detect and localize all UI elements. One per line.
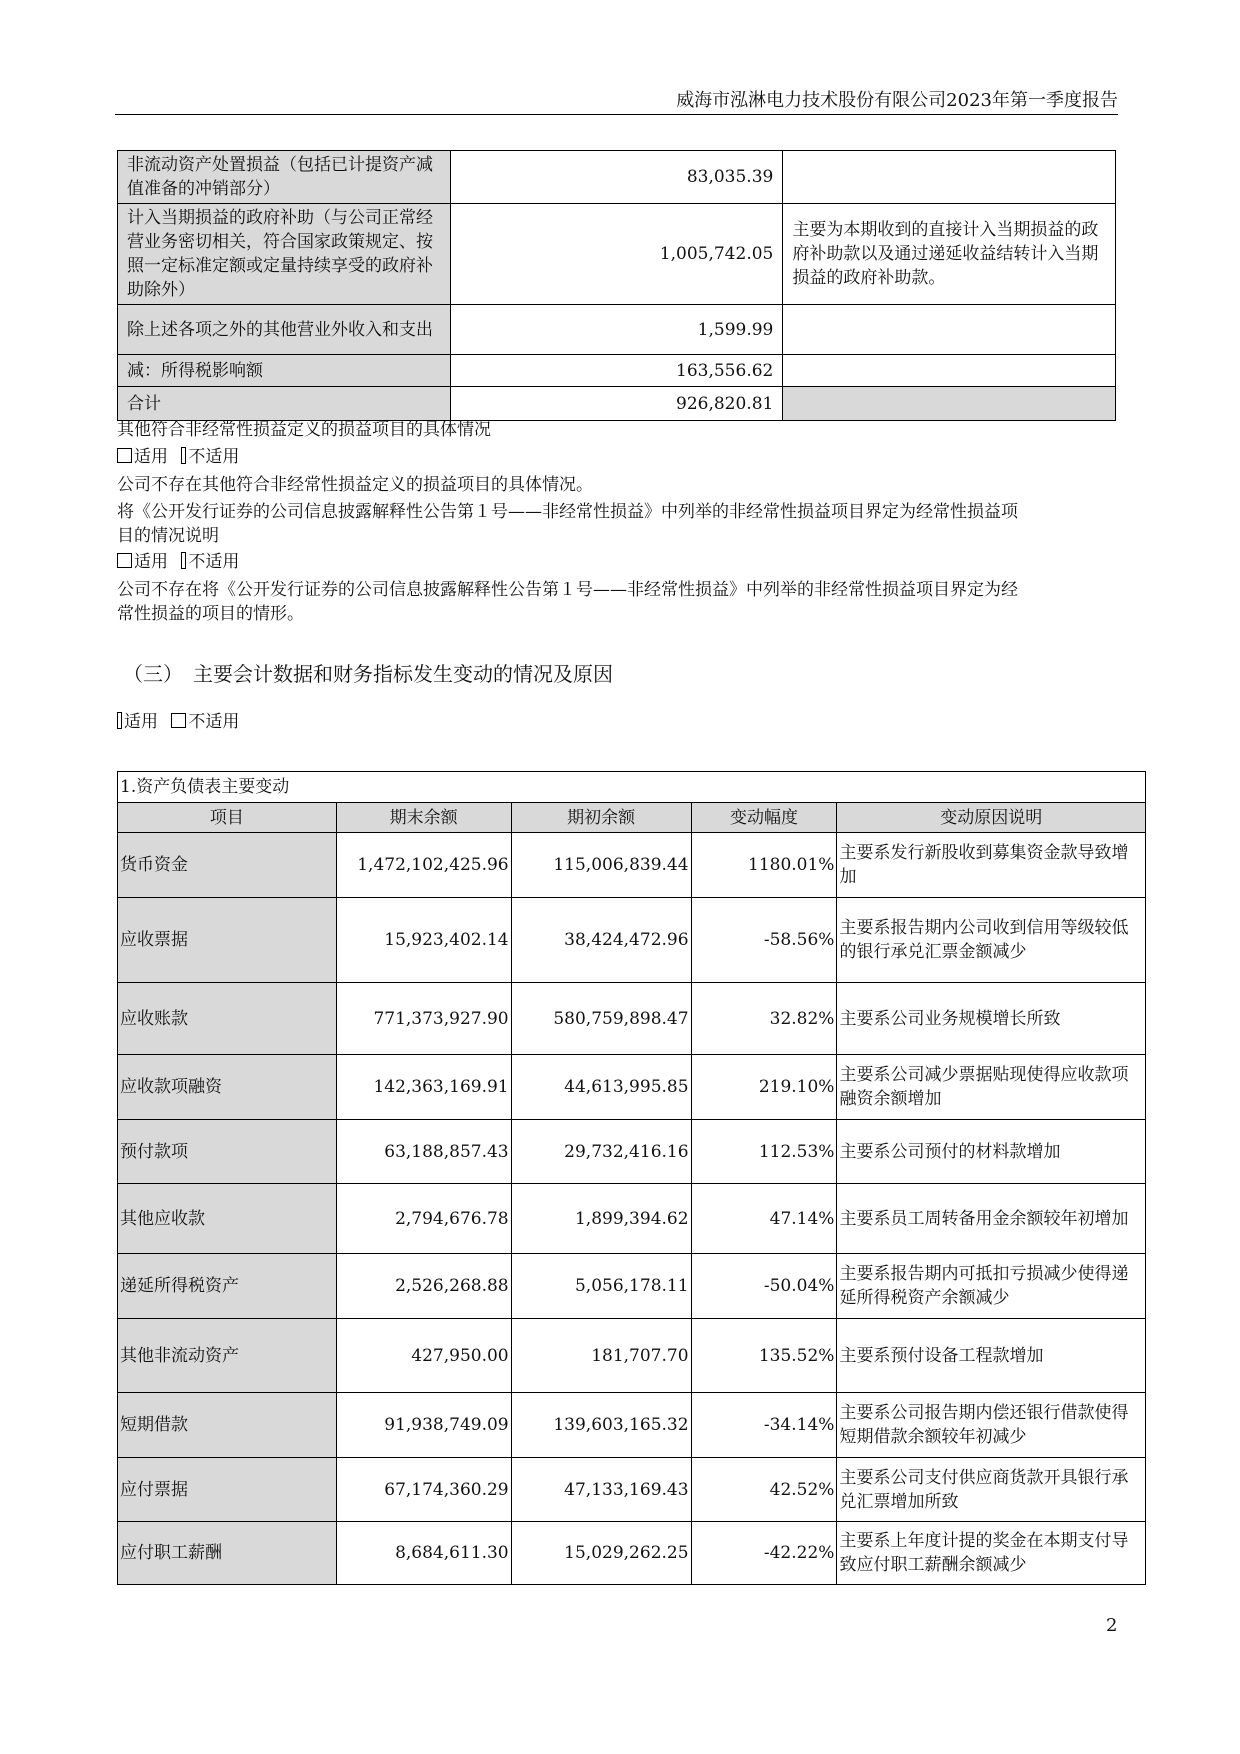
reason-cell: 主要系公司减少票据贴现使得应收款项融资余额增加 — [837, 1055, 1146, 1120]
column-header: 变动原因说明 — [837, 803, 1146, 833]
not-applicable-label: 不适用 — [188, 552, 240, 572]
end-balance-cell: 142,363,169.91 — [336, 1055, 511, 1120]
not-applicable-label: 不适用 — [188, 712, 240, 732]
table-row — [118, 898, 1146, 983]
table-row — [118, 833, 1146, 898]
table-row — [118, 1458, 1146, 1522]
item-cell: 其他应收款 — [118, 1184, 337, 1254]
change-cell: 112.53% — [691, 1120, 837, 1184]
change-cell: 219.10% — [691, 1055, 837, 1120]
change-cell: -50.04% — [691, 1254, 837, 1319]
begin-balance-cell: 181,707.70 — [511, 1319, 691, 1393]
item-cell: 递延所得税资产 — [118, 1254, 337, 1319]
begin-balance-cell: 139,603,165.32 — [511, 1393, 691, 1458]
column-header: 项目 — [118, 803, 337, 833]
end-balance-cell: 15,923,402.14 — [336, 898, 511, 983]
applicable-label: 适用 — [134, 552, 168, 572]
reason-cell: 主要系员工周转备用金余额较年初增加 — [837, 1184, 1146, 1254]
checkbox-checked-icon — [181, 552, 186, 569]
reason-cell: 主要系公司业务规模增长所致 — [837, 983, 1146, 1055]
begin-balance-cell: 115,006,839.44 — [511, 833, 691, 898]
amount-cell: 1,005,742.05 — [450, 204, 783, 305]
reason-cell: 主要系发行新股收到募集资金款导致增加 — [837, 833, 1146, 898]
end-balance-cell: 2,794,676.78 — [336, 1184, 511, 1254]
applicability-line — [117, 710, 239, 734]
item-cell: 短期借款 — [118, 1393, 337, 1458]
no-other-text: 公司不存在其他符合非经常性损益定义的损益项目的具体情况。 — [117, 475, 593, 495]
item-cell: 应收账款 — [118, 983, 337, 1055]
other-items-text: 其他符合非经常性损益定义的损益项目的具体情况 — [117, 420, 491, 440]
no-reclass-text-line1: 公司不存在将《公开发行证券的公司信息披露解释性公告第１号——非经常性损益》中列举的非经常性损益项目界定为经 — [117, 580, 1018, 600]
end-balance-cell: 91,938,749.09 — [336, 1393, 511, 1458]
table-title: 1.资产负债表主要变动 — [118, 772, 1146, 803]
reclass-text-line1: 将《公开发行证券的公司信息披露解释性公告第１号——非经常性损益》中列举的非经常性损益项目界定为经常性损益项 — [117, 502, 1018, 522]
balance-sheet-changes-table — [117, 771, 1146, 1585]
change-cell: 1180.01% — [691, 833, 837, 898]
change-cell: -34.14% — [691, 1393, 837, 1458]
note-cell — [783, 151, 1116, 204]
begin-balance-cell: 38,424,472.96 — [511, 898, 691, 983]
begin-balance-cell: 5,056,178.11 — [511, 1254, 691, 1319]
table-row — [118, 1319, 1146, 1393]
applicable-label: 适用 — [134, 447, 168, 467]
item-cell: 其他非流动资产 — [118, 1319, 337, 1393]
end-balance-cell: 8,684,611.30 — [336, 1522, 511, 1585]
begin-balance-cell: 15,029,262.25 — [511, 1522, 691, 1585]
checkbox-checked-icon — [117, 712, 122, 729]
amount-cell: 83,035.39 — [450, 151, 783, 204]
reason-cell: 主要系公司支付供应商货款开具银行承兑汇票增加所致 — [837, 1458, 1146, 1522]
note-cell — [783, 305, 1116, 355]
table-row — [118, 983, 1146, 1055]
applicability-line — [117, 445, 239, 469]
table-title-row — [118, 772, 1146, 803]
page-number: 2 — [1106, 1615, 1118, 1636]
end-balance-cell: 2,526,268.88 — [336, 1254, 511, 1319]
begin-balance-cell: 580,759,898.47 — [511, 983, 691, 1055]
checkbox-empty-icon — [117, 448, 132, 463]
amount-cell: 926,820.81 — [450, 387, 783, 421]
table-row — [118, 1184, 1146, 1254]
item-cell: 减：所得税影响额 — [118, 355, 451, 387]
applicability-line — [117, 550, 239, 574]
change-cell: -58.56% — [691, 898, 837, 983]
table-row — [118, 1120, 1146, 1184]
reason-cell: 主要系报告期内公司收到信用等级较低的银行承兑汇票金额减少 — [837, 898, 1146, 983]
page-header: 威海市泓淋电力技术股份有限公司2023年第一季度报告 — [115, 88, 1118, 115]
change-cell: 32.82% — [691, 983, 837, 1055]
table-row — [118, 1055, 1146, 1120]
checkbox-checked-icon — [181, 447, 186, 464]
change-cell: 42.52% — [691, 1458, 837, 1522]
change-cell: 47.14% — [691, 1184, 837, 1254]
item-cell: 应收票据 — [118, 898, 337, 983]
item-cell: 应付票据 — [118, 1458, 337, 1522]
table-row — [118, 204, 1116, 305]
end-balance-cell: 771,373,927.90 — [336, 983, 511, 1055]
reason-cell: 主要系报告期内可抵扣亏损减少使得递延所得税资产余额减少 — [837, 1254, 1146, 1319]
header-row — [118, 803, 1146, 833]
item-cell: 计入当期损益的政府补助（与公司正常经营业务密切相关，符合国家政策规定、按照一定标准定额或定量持续享受的政府补助除外） — [118, 204, 451, 305]
item-cell: 非流动资产处置损益（包括已计提资产减值准备的冲销部分） — [118, 151, 451, 204]
table-row — [118, 1522, 1146, 1585]
amount-cell: 163,556.62 — [450, 355, 783, 387]
change-cell: 135.52% — [691, 1319, 837, 1393]
begin-balance-cell: 44,613,995.85 — [511, 1055, 691, 1120]
table-row — [118, 387, 1116, 421]
column-header: 期末余额 — [336, 803, 511, 833]
begin-balance-cell: 1,899,394.62 — [511, 1184, 691, 1254]
checkbox-empty-icon — [117, 553, 132, 568]
column-header: 变动幅度 — [691, 803, 837, 833]
reason-cell: 主要系公司预付的材料款增加 — [837, 1120, 1146, 1184]
note-cell — [783, 387, 1116, 421]
reason-cell: 主要系预付设备工程款增加 — [837, 1319, 1146, 1393]
item-cell: 应付职工薪酬 — [118, 1522, 337, 1585]
column-header: 期初余额 — [511, 803, 691, 833]
table-row — [118, 1254, 1146, 1319]
table-row — [118, 151, 1116, 204]
item-cell: 应收款项融资 — [118, 1055, 337, 1120]
reclass-text-line2: 目的情况说明 — [117, 526, 219, 546]
section-title: （三） 主要会计数据和财务指标发生变动的情况及原因 — [123, 662, 613, 686]
begin-balance-cell: 47,133,169.43 — [511, 1458, 691, 1522]
amount-cell: 1,599.99 — [450, 305, 783, 355]
nonrecurring-gains-table — [117, 150, 1116, 421]
no-reclass-text-line2: 常性损益的项目的情形。 — [117, 604, 304, 624]
reason-cell: 主要系上年度计提的奖金在本期支付导致应付职工薪酬余额减少 — [837, 1522, 1146, 1585]
change-cell: -42.22% — [691, 1522, 837, 1585]
checkbox-empty-icon — [171, 713, 186, 728]
table-row — [118, 1393, 1146, 1458]
end-balance-cell: 1,472,102,425.96 — [336, 833, 511, 898]
begin-balance-cell: 29,732,416.16 — [511, 1120, 691, 1184]
item-cell: 货币资金 — [118, 833, 337, 898]
item-cell: 预付款项 — [118, 1120, 337, 1184]
applicable-label: 适用 — [124, 712, 158, 732]
end-balance-cell: 427,950.00 — [336, 1319, 511, 1393]
item-cell: 除上述各项之外的其他营业外收入和支出 — [118, 305, 451, 355]
end-balance-cell: 63,188,857.43 — [336, 1120, 511, 1184]
table-row — [118, 355, 1116, 387]
not-applicable-label: 不适用 — [188, 447, 240, 467]
end-balance-cell: 67,174,360.29 — [336, 1458, 511, 1522]
reason-cell: 主要系公司报告期内偿还银行借款使得短期借款余额较年初减少 — [837, 1393, 1146, 1458]
note-cell — [783, 355, 1116, 387]
note-cell: 主要为本期收到的直接计入当期损益的政府补助款以及通过递延收益结转计入当期损益的政府补助款。 — [783, 204, 1116, 305]
item-cell: 合计 — [118, 387, 451, 421]
table-row — [118, 305, 1116, 355]
